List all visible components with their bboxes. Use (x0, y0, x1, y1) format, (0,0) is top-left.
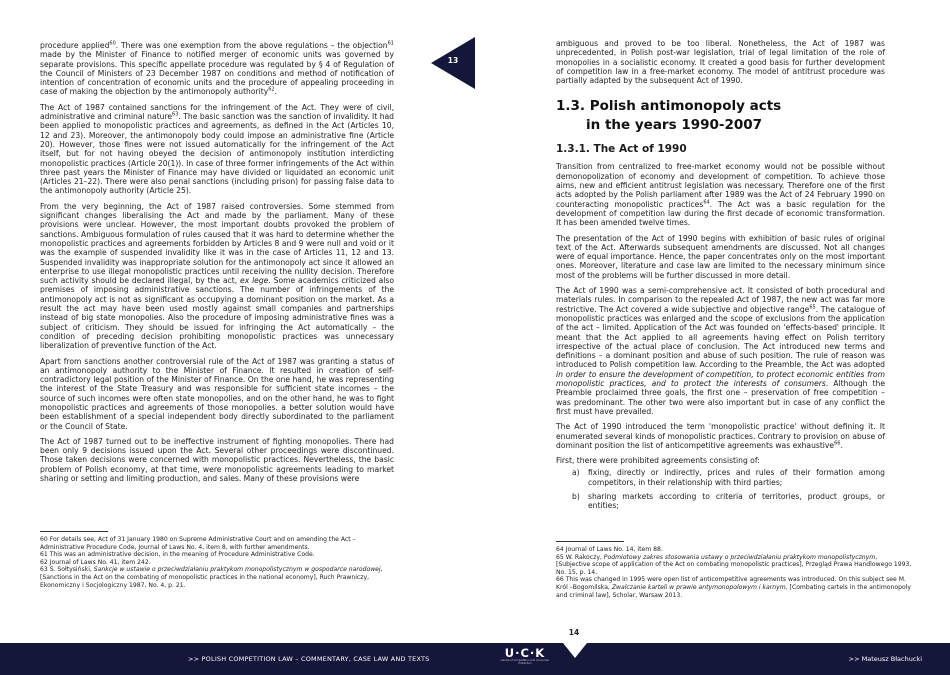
paragraph: Transition from centralized to free-market economy would not be possible without demonopolization of economy and development of competition. To achieve those aims, new and efficient antitrust legislation was necessary. Therefore one of the first acts adopted by the Polish parliament after 1989 was the Act of 24 February 1990 on counteracting monopolistic practices$^{64}$. The Act was a basic regulation for the development of competition law during the first decade of economic transformation. It has been amended twelve times. (556, 162, 885, 228)
left-page-body (40, 41, 394, 489)
footnote-ref: 61 (387, 40, 394, 47)
publisher-logo (500, 647, 550, 671)
footnote: 61 This was an administrative decision, in the meaning of Procedure Administrative Code. (40, 551, 315, 559)
footnote-ref: 66 (834, 440, 841, 447)
footnote-ref: 64 (703, 199, 710, 206)
footnote: 63 S. Sołtysiński, Sankcje w ustawie o przeciwdziałaniu praktykom monopolistycznym w gospodarce narodowej, [Sanctions in the Act on the combating of monopolistic practices in the national economy], Ruch Prawniczy, Ekonomiczny i Socjologiczny 1987, No. 4, p. 21. (40, 566, 383, 589)
footnote: 64 Journal of Laws No. 14, item 88. (556, 546, 663, 553)
footnotes (40, 536, 394, 589)
footnote-ref: 65 (809, 304, 816, 311)
footnote: 62 Journal of Laws No. 41, item 242. (40, 558, 151, 566)
logo-subtitle: Centre of Competition and Consumer Protection (500, 659, 550, 665)
footer-notch (563, 643, 587, 658)
footnote-ref: 63 (172, 111, 179, 118)
footnote: 66 This was changed in 1995 were open list of anticompetitive agreements was introduced. On this subject see M. Król –Bogomilska, Zwalczanie karteli w prawie antymonopolowym i karnym, [Combating cartels in the antimonopoly and criminal law], Scholar, Warsaw 2013. (556, 576, 912, 599)
footer-book-title: >> POLISH COMPETITION LAW – COMMENTARY, CASE LAW AND TEXTS (188, 655, 430, 663)
footnote-divider (40, 531, 108, 532)
footnote-ref: 60 (109, 40, 116, 47)
footnote: 65 W. Rakoczy, Podmiotowy zakres stosowania ustawy o przeciwdziałaniu praktykom monopolistycznym, [Subjective scope of application of the Act on combating monopolistic practices], Przegląd Prawa Handlowego 1993, No. 15, p. 14. (556, 553, 912, 576)
paragraph: The presentation of the Act of 1990 begins with exhibition of basic rules of original text of the Act. Afterwards subsequent amendments are discussed. Not all changes were of equal importance. Hence, the paper concentrates only on the most important ones. Moreover, literature and case law are limited to the necessary minimum since most of the problems will be further discussed in more detail. (556, 233, 885, 280)
paragraph: The Act of 1990 introduced the term 'monopolistic practice' without defining it. It enumerated several kinds of monopolistic practices. Contrary to provision on abuse of dominant position the list of anticompetitive agreements was exhaustive$^{66}$. (556, 422, 885, 450)
paragraph: ambiguous and proved to be too liberal. Nonetheless, the Act of 1987 was unprecedented, in Polish post-war legislation, trial of legal limitation of the role of monopolies in a socialistic economy. It created a good basis for further development of competition law in a free-market economy. The model of antitrust procedure was partially adapted by the subsequent Act of 1990. (556, 39, 885, 86)
paragraph: The Act of 1987 turned out to be ineffective instrument of fighting monopolies. There had been only 9 decisions issued upon the Act. Several other proceedings were discontinued. Those taken decisions were concerned with monopolistic practices. Nevertheless, the basic problem of Polish economy, at that time, were monopolistic agreements leading to market sharing or setting and limiting production, and sales. Many of these provisions were (40, 436, 394, 484)
paragraph: From the very beginning, the Act of 1987 raised controversies. Some stemmed from significant changes liberalising the Act and made by the parliament. Many of these provisions were unclear. However, the most important doubts provoked the problem of sanctions. Ambiguous formulation of rules caused that it was hard to determine whether the monopolistic practices and agreements forbidden by Articles 8 and 9 were null and void or it was the example of suspended invalidity like it was in the case of Articles 11, 12 and 13. Suspended invalidity was inappropriate solution for the antimonopoly act since it allowed an enterprise to use illegal monopolistic practices until receiving the nullity decision. Therefore such activity should be declared illegal, by the act, ex lege. Some academics criticized also premises of imposing administrative sanctions. The number of infringements of the antimonopoly act is not as significant as occupying a dominant position on the market. As a result the act may have been used mostly against small companies and partnerships instead of big state monopolies. Also the procedure of imposing administrative fines was a subject of criticism. They should be issued for infringing the Act automatically – the condition of preceding decision prohibiting monopolistic practices was unnecessary liberalization of preventive function of the Act. (40, 201, 394, 351)
list-item: a) fixing, directly or indirectly, prices and rules of their formation among competitors, in their relationship with third parties; (572, 468, 885, 487)
footer-author: >> Mateusz Błachucki (848, 655, 922, 663)
paragraph: procedure applied$^{60}$. There was one exemption from the above regulations – the objection$^{61}$ made by the Minister of Finance to notified merger of economic units was governed by separate provisions. This specific appellate procedure was regulated by § 4 of Regulation of the Council of Ministers of 23 December 1987 on conditions and method of notification of intention of concentration of economic units and the procedure of appealing proceeding in case of making the objection by the antimonopoly authority$^{62}$. (40, 40, 394, 97)
footer-bar (0, 643, 950, 675)
list-item: b) sharing markets according to criteria of territories, product groups, or entities; (572, 491, 885, 511)
page-number-left: 13 (447, 56, 459, 65)
subsection-heading: 1.3.1. The Act of 1990 (556, 143, 687, 156)
logo-mark: U·C·K (504, 646, 546, 660)
paragraph: The Act of 1987 contained sanctions for the infringement of the Act. They were of civil, administrative and criminal nature$^{63}$. The basic sanction was the sanction of invalidity. It had been applied to monopolistic practices and agreements, as defined in the Act (Articles 10, 12 and 23). Moreover, the antimonopoly body could impose an administrative fine (Article 20). However, those fines were not issued automatically for the infringement of the Act itself, but for not having obeyed the decision of antimonopoly institution interdicting monopolistic practices (Article 20(1)). In case of three former infringements of the Act within three past years the Minister of Finance may have divided or liquidated an economic unit (Articles 21–22). There were also penal sanctions (including prison) for passing false data to the antimonopoly authority (Article 25). (40, 102, 394, 196)
section-heading: 1.3. Polish antimonopoly acts in the years 1990-2007 (556, 98, 782, 134)
paragraph: The Act of 1990 was a semi-comprehensive act. It consisted of both procedural and materials rules. In comparison to the repealed Act of 1987, the new act was far more restrictive. The Act covered a wide subjective and objective range$^{65}$. The catalogue of monopolistic practices was enlarged and the scope of exclusions from the application of the act – limited. Application of the Act was founded on 'effects-based' principle. It meant that the Act applied to all agreements having effect on Polish territory irrespective of the actual place of conclusion. The Act introduced new terms and definitions – a dominant position and abuse of such position. The rule of reason was introduced to Polish competition law. According to the Preamble, the Act was adopted in order to ensure the development of competition, to protect economic entities from monopolistic practices, and to protect the interests of consumers. Although the Preamble proclaimed three goals, the first one – preservation of free competition – was predominant. The other two were also important but in case of any conflict the first must have prevailed. (556, 286, 886, 416)
footnote: 60 For details see, Act of 31 January 1980 on Supreme Administrative Court and on amending the Act – Administrative Procedure Code, Journal of Laws No. 4, item 8, with further amendments. (40, 536, 356, 551)
page-number-right: 14 (568, 628, 580, 637)
paragraph: Apart from sanctions another controversial rule of the Act of 1987 was granting a status of an antimonopoly authority to the Minister of Finance. It resulted in creation of self-contradictory legal position of the Minister of Finance. On the one hand, he was representing the interest of the State Treasury and was responsible for sufficient state incomes – the source of such incomes were often state monopolies, and on the other hand, he was to fight monopolistic practices and agreements of those monopolies. a better solution would have been establishment of a special independent body directly subordinated to the parliament or the Council of State. (40, 356, 394, 431)
left-page (0, 0, 475, 643)
footnotes (556, 546, 913, 599)
footnote-divider (556, 541, 624, 542)
footnote-ref: 62 (268, 86, 275, 93)
right-page-body (556, 39, 885, 516)
paragraph: First, there were prohibited agreements consisting of: (556, 456, 760, 466)
